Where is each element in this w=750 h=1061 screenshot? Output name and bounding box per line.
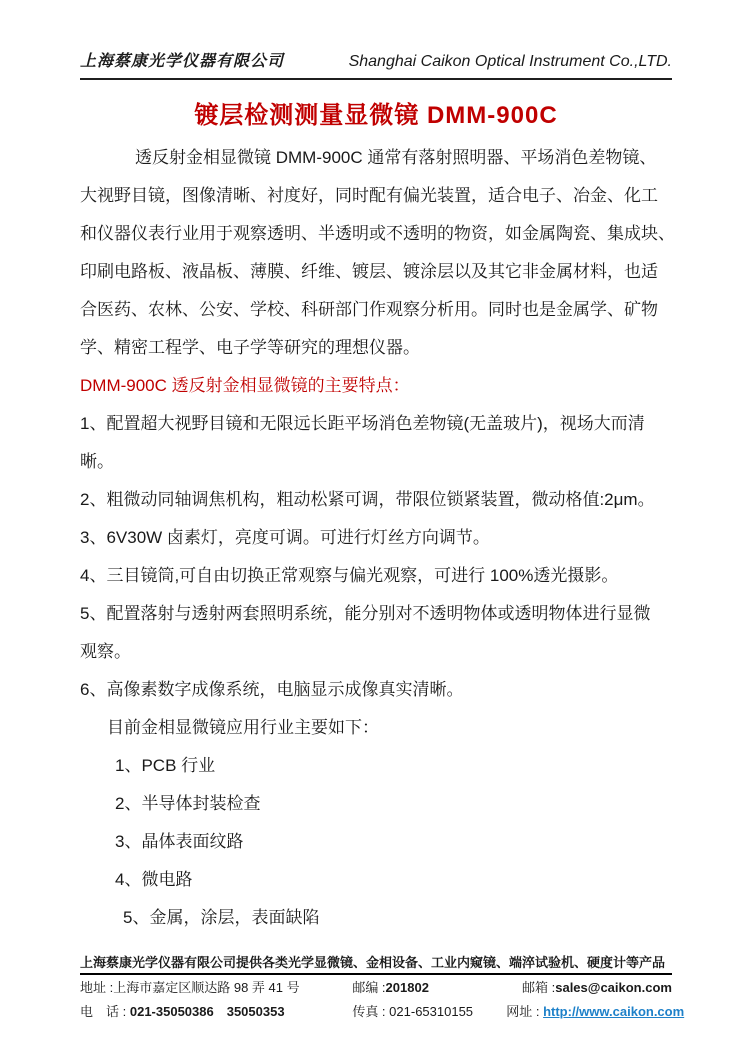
application-item: 5、金属，涂层，表面缺陷 (123, 908, 320, 927)
email-value: sales@caikon.com (555, 980, 672, 995)
footer-address (80, 976, 352, 999)
website-label: 网址 : (506, 1004, 540, 1019)
email-label: 邮箱 : (522, 980, 556, 995)
footer-website (506, 1000, 685, 1023)
intro-line: 和仪器仪表行业用于观察透明、半透明或不透明的物资，如金属陶瓷、集成块、 (80, 224, 675, 243)
footer-postcode (352, 976, 506, 999)
footer-contact-row-2 (80, 1000, 685, 1023)
phone-value: 021-35050386 35050353 (129, 1004, 285, 1019)
address-label: 地址 : (80, 980, 114, 995)
phone-label: 电 话 : (80, 1004, 127, 1019)
feature-line: 5、配置落射与透射两套照明系统，能分别对不透明物体或透明物体进行显微 (80, 604, 651, 623)
feature-line: 2、粗微动同轴调焦机构，粗动松紧可调，带限位锁紧装置，微动格值:2μm。 (80, 490, 655, 509)
intro-line: 印刷电路板、液晶板、薄膜、纤维、镀层、镀涂层以及其它非金属材料，也适 (80, 262, 658, 281)
application-item: 2、半导体封装检查 (115, 794, 261, 813)
footer-email (506, 976, 672, 999)
address-value: 上海市嘉定区顺达路 98 弄 41 号 (113, 980, 300, 995)
page-header (80, 48, 672, 80)
company-name-cn: 上海蔡康光学仪器有限公司 (80, 53, 285, 70)
application-item: 4、微电路 (115, 870, 193, 889)
application-item: 1、PCB 行业 (115, 756, 216, 775)
postcode-label: 邮编 : (352, 980, 386, 995)
postcode-value: 201802 (385, 980, 429, 995)
feature-line: 1、配置超大视野目镜和无限远长距平场消色差物镜(无盖玻片)，视场大而清 (80, 414, 645, 433)
feature-line: 晰。 (80, 452, 114, 471)
intro-line: 大视野目镜，图像清晰、衬度好，同时配有偏光装置，适合电子、冶金、化工 (80, 186, 658, 205)
page-footer (80, 952, 685, 1023)
document-body (80, 139, 675, 937)
feature-line: 观察。 (80, 642, 131, 661)
fax-value: 021-65310155 (389, 1004, 474, 1019)
footer-contact-row-1 (80, 976, 672, 999)
intro-line: 合医药、农林、公安、学校、科研部门作观察分析用。同时也是金属学、矿物 (80, 300, 658, 319)
feature-line: 6、高像素数字成像系统，电脑显示成像真实清晰。 (80, 680, 464, 699)
website-link[interactable]: http://www.caikon.com (543, 1004, 685, 1019)
page-title: 镀层检测测量显微镜 DMM-900C (194, 102, 558, 129)
footer-phone (80, 1000, 352, 1023)
footer-tagline: 上海蔡康光学仪器有限公司提供各类光学显微镜、金相设备、工业内窥镜、端淬试验机、硬度计等产品 (80, 952, 672, 975)
application-item: 3、晶体表面纹路 (115, 832, 244, 851)
fax-label: 传真 : (352, 1004, 386, 1019)
intro-line: 学、精密工程学、电子学等研究的理想仪器。 (80, 338, 420, 357)
applications-intro: 目前金相显微镜应用行业主要如下： (107, 718, 379, 737)
feature-line: 4、三目镜筒,可自由切换正常观察与偏光观察，可进行 100%透光摄影。 (80, 566, 619, 585)
company-name-en: Shanghai Caikon Optical Instrument Co.,LTD. (348, 53, 672, 70)
features-heading: DMM-900C 透反射金相显微镜的主要特点： (80, 376, 410, 395)
feature-line: 3、6V30W 卤素灯，亮度可调。可进行灯丝方向调节。 (80, 528, 490, 547)
intro-line: 透反射金相显微镜 DMM-900C 通常有落射照明器、平场消色差物镜、 (135, 148, 657, 167)
footer-fax (352, 1000, 506, 1023)
